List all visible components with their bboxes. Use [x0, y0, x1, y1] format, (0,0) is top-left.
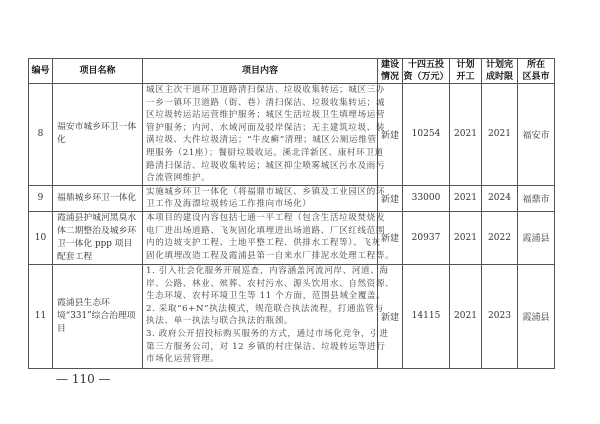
cell-name: 福安市城乡环卫一体化 [53, 84, 143, 186]
content-line: 管护服务；内河、水域河面及驳岸保洁；无主建筑垃圾、装 [146, 122, 386, 133]
header-name: 项目名称 [53, 59, 143, 84]
cell-start: 2021 [450, 84, 482, 186]
header-content: 项目内容 [143, 59, 378, 84]
content-line: 生态环境、农村环境卫生等 11 个方面，范围县域全覆盖。 [146, 291, 386, 302]
cell-finish: 2024 [482, 185, 518, 211]
cell-investment: 33000 [403, 185, 450, 211]
content-line: 理服务（21座）；餐厨垃圾收运。溪北洋新区、康村环卫道 [146, 147, 384, 158]
cell-finish: 2021 [482, 84, 518, 186]
cell-investment: 20937 [403, 211, 450, 264]
content-line: 执法、单一执法与联合执法的瓶颈。 [146, 316, 294, 327]
page-number: — 110 — [56, 372, 111, 386]
table-row [29, 211, 555, 264]
content-line: 城区主次干道环卫道路清扫保洁、垃圾收集转运；城区三办 [146, 85, 386, 95]
header-status: 建设 情况 [378, 59, 403, 84]
cell-investment: 10254 [403, 84, 450, 186]
cell-status: 新建 [378, 211, 403, 264]
cell-start: 2021 [450, 211, 482, 264]
cell-content [143, 84, 386, 186]
content-line: 一乡一镇环卫道路（街、巷）清扫保洁、垃圾收集转运；城 [146, 97, 386, 108]
cell-finish: 2022 [482, 211, 518, 264]
cell-no: 11 [29, 264, 53, 368]
table-header-row [29, 59, 555, 84]
content-line: 电厂进出场道路、飞灰固化填埋进出场道路、厂区红线范围 [146, 225, 386, 236]
cell-name: 霞浦县生态环境“331”综合治理项目 [53, 264, 143, 368]
content-line: 1. 引入社会化服务开展巡查，内容涵盖河流河岸、河道、海 [146, 265, 389, 276]
cell-name: 福鼎城乡环卫一体化 [53, 185, 143, 211]
cell-name: 霞浦县护城河黑臭水体二期整治及城乡环卫一体化 ppp 项目配套工程 [53, 211, 143, 264]
content-line: 3. 政府公开招投标购买服务的方式，通过市场化竞争，引进 [146, 328, 389, 339]
header-start: 计划 开工 [450, 59, 482, 84]
header-no: 编号 [29, 59, 53, 84]
cell-content [143, 185, 386, 211]
cell-start: 2021 [450, 185, 482, 211]
table-row [29, 185, 555, 211]
header-investment: 十四五投 资（万元） [403, 60, 449, 82]
cell-status: 新建 [378, 185, 403, 211]
cell-finish: 2023 [482, 264, 518, 368]
cell-district: 霞浦县 [518, 211, 555, 264]
content-line: 固化填埋改造工程及霞浦县第一自来水厂排泥水处理工程等。 [146, 250, 395, 261]
cell-status: 新建 [378, 84, 403, 186]
cell-district: 福鼎市 [518, 185, 555, 211]
table-row [29, 84, 555, 186]
content-line: 区垃圾转运站运营维护服务；城区生活垃圾卫生填埋场运营 [146, 110, 386, 121]
content-line: 路清扫保洁、垃圾收集转运；城区抑尘喷雾城区污水及雨污 [146, 160, 386, 171]
project-table [28, 58, 555, 369]
cell-no: 9 [29, 185, 53, 211]
cell-status: 新建 [378, 264, 403, 368]
table-row [29, 264, 555, 368]
cell-no: 8 [29, 84, 53, 186]
content-line: 岸、公路、林业、殡葬、农村污水、源头饮用水、自然资源、 [146, 278, 395, 289]
content-line: 潢垃圾、大件垃圾清运；“牛皮癣”清理；城区公厕运维管 [146, 135, 377, 146]
content-line: 内的边坡支护工程、土地平整工程、供排水工程等）、飞灰 [146, 238, 381, 249]
content-line: 本项目的建设内容包括七通一平工程（包含生活垃圾焚烧发 [146, 212, 386, 223]
cell-district: 福安市 [518, 84, 555, 186]
content-line: 第三方服务公司，对 12 乡镇的村庄保洁、垃圾转运等进行 [146, 341, 386, 352]
cell-no: 10 [29, 211, 53, 264]
header-district: 所在 区县市 [518, 59, 555, 84]
content-line: 合流管网维护。 [146, 173, 211, 184]
cell-investment: 14115 [403, 264, 450, 368]
content-line: 2. 采取“6+N”执法模式，规范联合执法流程，打通监管与 [146, 303, 384, 314]
content-line: 实施城乡环卫一体化（将福鼎市城区、乡镇及工业园区的环 [146, 186, 386, 197]
cell-district: 霞浦县 [518, 264, 555, 368]
content-line: 卫工作及海漂垃圾转运工作推向市场化） [146, 199, 312, 210]
content-line: 市场化运营管理。 [146, 354, 220, 365]
header-finish: 计划完 成时限 [482, 59, 518, 84]
cell-start: 2021 [450, 264, 482, 368]
